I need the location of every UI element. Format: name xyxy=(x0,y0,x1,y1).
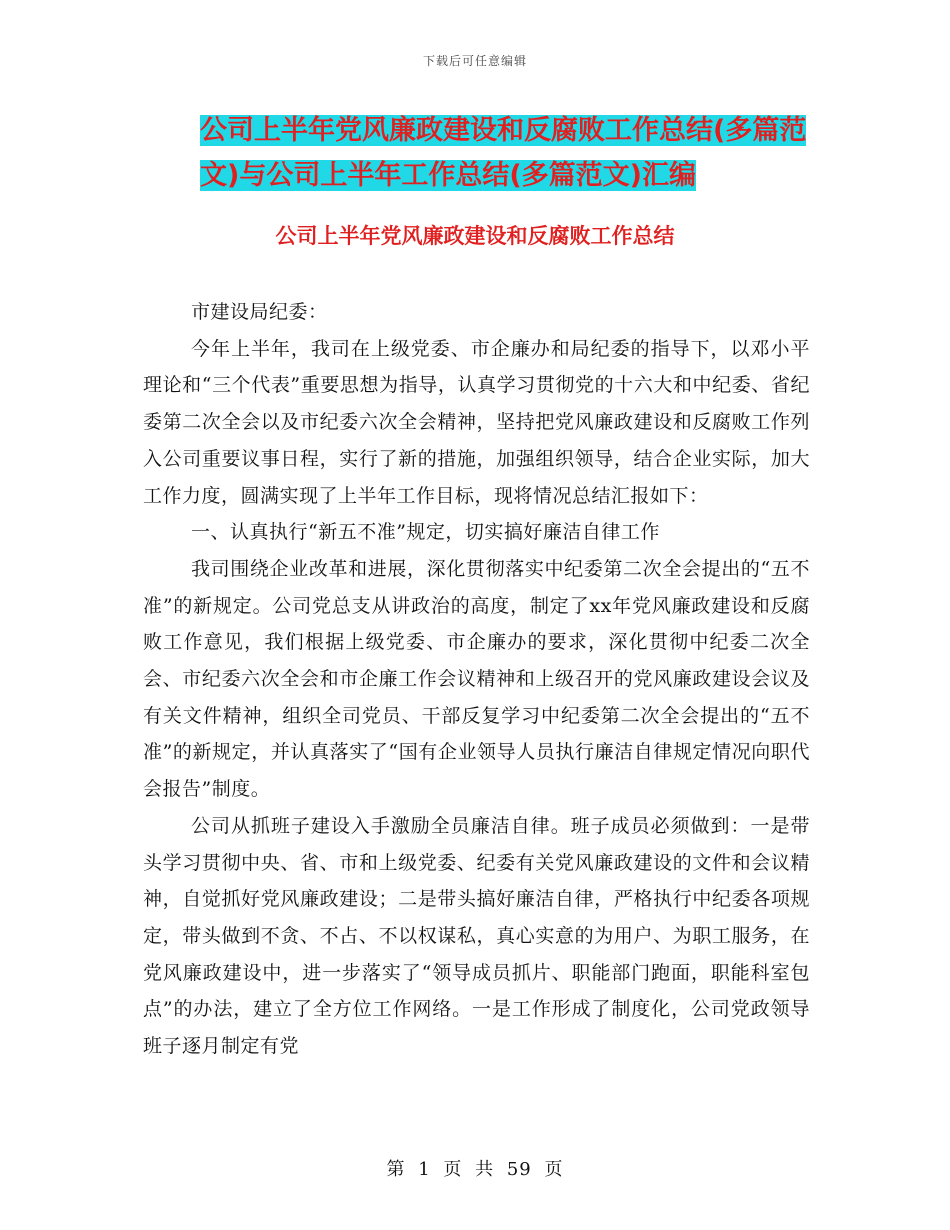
page-header: 下载后可任意编辑 xyxy=(422,54,527,68)
document-title-line-2: 文)与公司上半年工作总结(多篇范文)汇编 xyxy=(200,160,697,191)
section-title: 公司上半年党风廉政建设和反腐败工作总结 xyxy=(275,224,675,248)
document-title xyxy=(200,108,807,198)
page-footer: 第 1 页 共 59 页 xyxy=(386,1159,564,1180)
document-body xyxy=(143,294,810,1065)
document-title-line-1: 公司上半年党风廉政建设和反腐败工作总结(多篇范 xyxy=(200,115,807,146)
paragraph-1: 今年上半年，我司在上级党委、市企廉办和局纪委的指导下，以邓小平理论和“三个代表”重要思想为指导，认真学习贯彻党的十六大和中纪委、省纪委第二次全会以及市纪委六次全会精神，坚持把党风廉政建设和反腐败工作列入公司重要议事日程，实行了新的措施，加强组织领导，结合企业实际，加大工作力度，圆满实现了上半年工作目标，现将情况总结汇报如下： xyxy=(143,337,810,507)
section-heading-1: 一、认真执行“新五不准”规定，切实搞好廉洁自律工作 xyxy=(191,521,660,544)
paragraph-2: 我司围绕企业改革和进展，深化贯彻落实中纪委第二次全会提出的“五不准”的新规定。公司党总支从讲政治的高度，制定了xx年党风廉政建设和反腐败工作意见，我们根据上级党委、市企廉办的要求，深化贯彻中纪委二次全会、市纪委六次全会和市企廉工作会议精神和上级召开的党风廉政建设会议及有关文件精神，组织全司党员、干部反复学习中纪委第二次全会提出的“五不准”的新规定，并认真落实了“国有企业领导人员执行廉洁自律规定情况向职代会报告”制度。 xyxy=(143,557,810,801)
paragraph-3: 公司从抓班子建设入手激励全员廉洁自律。班子成员必须做到：一是带头学习贯彻中央、省、市和上级党委、纪委有关党风廉政建设的文件和会议精神，自觉抓好党风廉政建设；二是带头搞好廉洁自律，严格执行中纪委各项规定，带头做到不贪、不占、不以权谋私，真心实意的为用户、为职工服务，在党风廉政建设中，进一步落实了“领导成员抓片、职能部门跑面，职能科室包点”的办法，建立了全方位工作网络。一是工作形成了制度化，公司党政领导班子逐月制定有党 xyxy=(143,814,810,1058)
salutation: 市建设局纪委： xyxy=(191,301,328,323)
